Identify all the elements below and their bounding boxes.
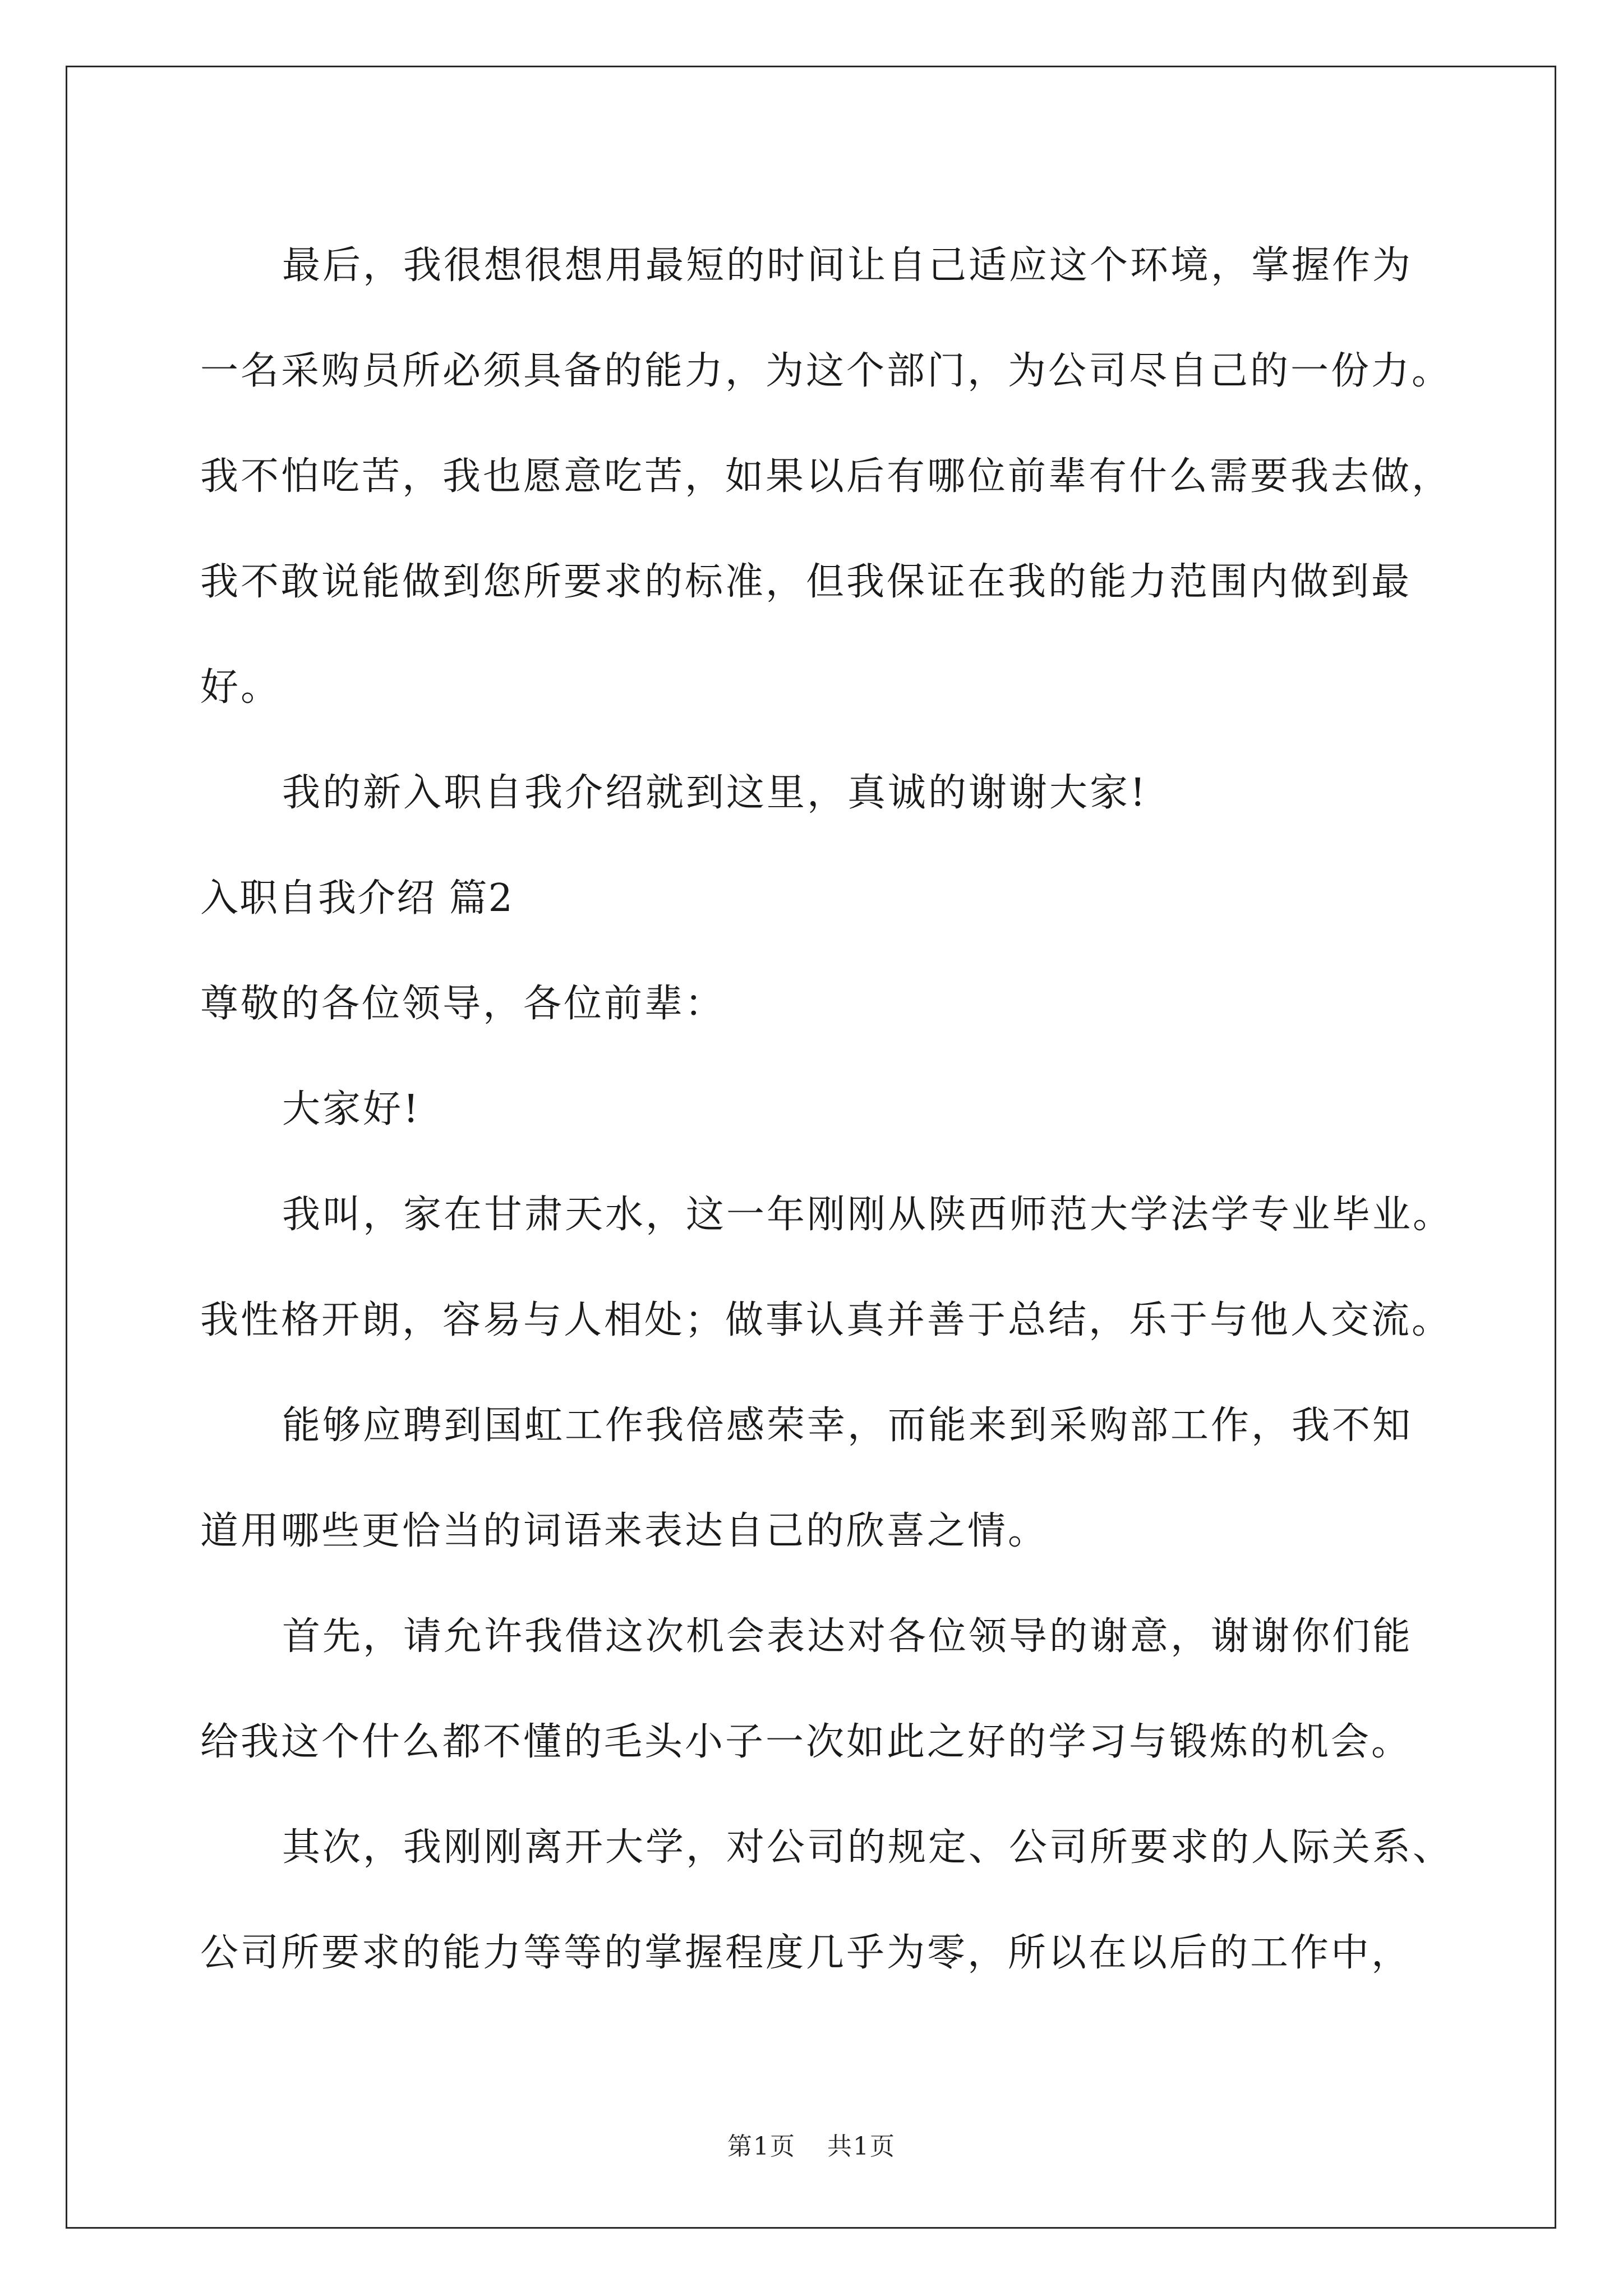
page-number: 第1页 [727, 2132, 796, 2161]
section-heading: 入职自我介绍 篇2 [200, 876, 514, 921]
paragraph-line: 能够应聘到国虹工作我倍感荣幸，而能来到采购部工作，我不知 [282, 1404, 1413, 1448]
paragraph-line: 一名采购员所必须具备的能力，为这个部门，为公司尽自己的一份力。 [200, 349, 1453, 393]
paragraph-line: 最后，我很想很想用最短的时间让自己适应这个环境，掌握作为 [282, 243, 1413, 288]
paragraph-line: 我性格开朗，容易与人相处；做事认真并善于总结，乐于与他人交流。 [200, 1298, 1453, 1342]
page-footer [0, 2126, 1623, 2162]
paragraph-line: 我不怕吃苦，我也愿意吃苦，如果以后有哪位前辈有什么需要我去做， [200, 454, 1453, 499]
paragraph-line: 公司所要求的能力等等的掌握程度几乎为零，所以在以后的工作中， [200, 1931, 1412, 1975]
paragraph-line: 好。 [200, 665, 282, 710]
paragraph-line: 我叫，家在甘肃天水，这一年刚刚从陕西师范大学法学专业毕业。 [282, 1193, 1454, 1237]
paragraph-line: 我的新入职自我介绍就到这里，真诚的谢谢大家! [282, 771, 1148, 815]
paragraph-line: 给我这个什么都不懂的毛头小子一次如此之好的学习与锻炼的机会。 [200, 1720, 1412, 1764]
document-body [200, 213, 1454, 2006]
paragraph-line: 首先，请允许我借这次机会表达对各位领导的谢意，谢谢你们能 [282, 1614, 1413, 1659]
paragraph-line: 我不敢说能做到您所要求的标准，但我保证在我的能力范围内做到最 [200, 560, 1412, 604]
greeting: 大家好! [282, 1087, 421, 1131]
salutation: 尊敬的各位领导，各位前辈： [200, 982, 726, 1026]
paragraph-line: 其次，我刚刚离开大学，对公司的规定、公司所要求的人际关系、 [282, 1825, 1454, 1870]
page-total: 共1页 [827, 2132, 896, 2161]
paragraph-line: 道用哪些更恰当的词语来表达自己的欣喜之情。 [200, 1509, 1049, 1553]
